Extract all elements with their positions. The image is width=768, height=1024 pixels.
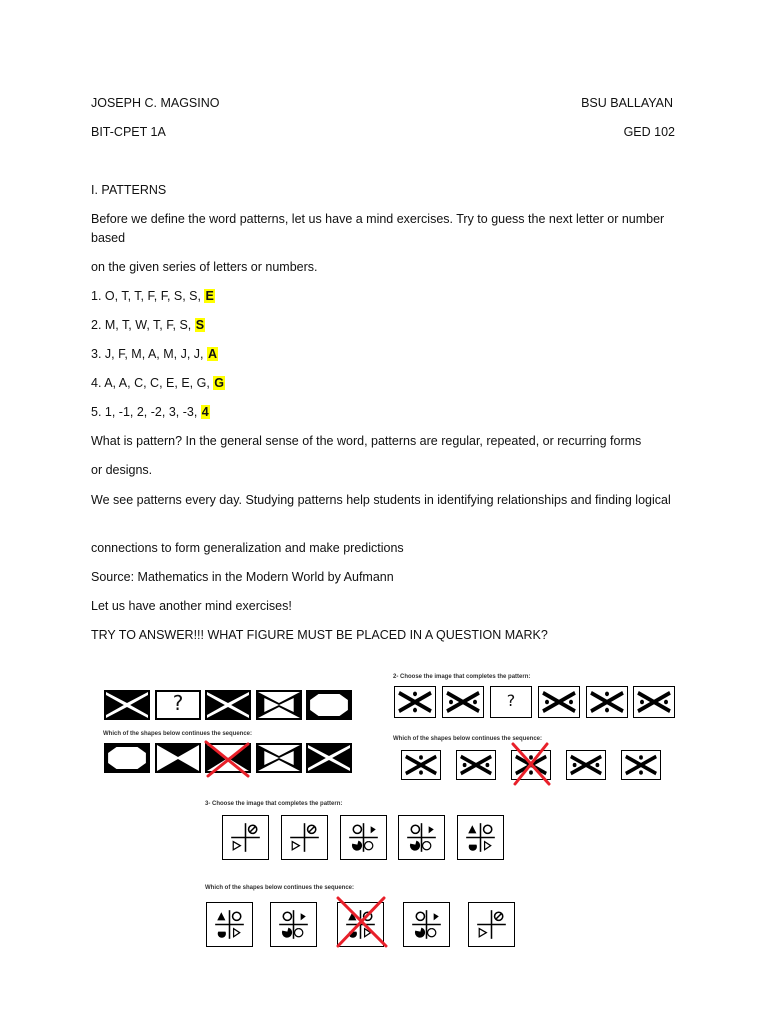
puzzle-tile	[442, 686, 484, 718]
answer-option[interactable]	[104, 743, 150, 773]
answer-option[interactable]	[205, 743, 251, 773]
puzzle-caption: Which of the shapes below continues the sequence:	[393, 736, 543, 742]
series-answer: 4	[201, 405, 209, 419]
student-name: JOSEPH C. MAGSINO	[91, 96, 220, 110]
question-mark-tile: ?	[155, 690, 201, 720]
course-code: GED 102	[623, 125, 675, 139]
answer-option[interactable]	[306, 743, 352, 773]
series-answer: A	[208, 347, 218, 361]
puzzle-tile	[394, 686, 436, 718]
definition-line-2: or designs.	[91, 463, 153, 477]
puzzle-tile	[205, 690, 251, 720]
answer-option[interactable]	[256, 743, 302, 773]
puzzle-tile	[633, 686, 675, 718]
answer-option[interactable]	[403, 902, 450, 947]
intro-line-1: Before we define the word patterns, let us have a mind exercises. Try to guess the next letter or number based	[91, 212, 665, 245]
puzzle-tile	[538, 686, 580, 718]
answer-option[interactable]	[337, 902, 384, 947]
puzzle-tile	[457, 815, 504, 860]
series-item: 5. 1, -1, 2, -2, 3, -3, 4	[91, 405, 209, 419]
puzzle-tile	[281, 815, 328, 860]
series-answer: E	[205, 289, 214, 303]
question-mark-tile: ?	[490, 686, 532, 718]
answer-option[interactable]	[270, 902, 317, 947]
answer-option[interactable]	[456, 750, 496, 780]
puzzle-tile	[222, 815, 269, 860]
answer-option[interactable]	[468, 902, 515, 947]
puzzle-tile	[104, 690, 150, 720]
puzzle-caption: 2- Choose the image that completes the pattern:	[393, 674, 531, 680]
series-item: 3. J, F, M, A, M, J, J, A	[91, 347, 218, 361]
answer-option[interactable]	[206, 902, 253, 947]
patterns-paragraph: We see patterns every day. Studying patterns help students in identifying relationships and finding logical	[91, 493, 671, 507]
intro-line-2: on the given series of letters or numbers.	[91, 260, 318, 274]
program-label: BIT-CPET 1A	[91, 125, 166, 139]
section-title: I. PATTERNS	[91, 183, 167, 197]
puzzle-tile	[306, 690, 352, 720]
answer-option[interactable]	[155, 743, 201, 773]
puzzle-caption: 3- Choose the image that completes the pattern:	[205, 801, 343, 807]
source-line: Source: Mathematics in the Modern World by Aufmann	[91, 570, 394, 584]
series-answer: G	[214, 376, 224, 390]
series-item: 4. A, A, C, C, E, E, G, G	[91, 376, 224, 390]
puzzle-caption: Which of the shapes below continues the sequence:	[103, 731, 253, 737]
try-to-answer-line: TRY TO ANSWER!!! WHAT FIGURE MUST BE PLACED IN A QUESTION MARK?	[91, 628, 548, 642]
puzzle-caption: Which of the shapes below continues the sequence:	[205, 885, 355, 891]
series-item: 1. O, T, T, F, F, S, S, E	[91, 289, 214, 303]
puzzle-tile	[398, 815, 445, 860]
puzzle-tile	[340, 815, 387, 860]
series-item: 2. M, T, W, T, F, S, S	[91, 318, 205, 332]
puzzle-tile	[256, 690, 302, 720]
intro-paragraph	[91, 210, 691, 248]
answer-option[interactable]	[566, 750, 606, 780]
answer-option[interactable]	[511, 750, 551, 780]
answer-option[interactable]	[401, 750, 441, 780]
answer-option[interactable]	[621, 750, 661, 780]
another-exercise-line: Let us have another mind exercises!	[91, 599, 292, 613]
series-answer: S	[195, 318, 205, 332]
school-name: BSU BALLAYAN	[581, 96, 673, 110]
connections-line: connections to form generalization and make predictions	[91, 541, 404, 555]
puzzle-tile	[586, 686, 628, 718]
definition-line-1: What is pattern? In the general sense of the word, patterns are regular, repeated, or recurring forms	[91, 434, 642, 448]
